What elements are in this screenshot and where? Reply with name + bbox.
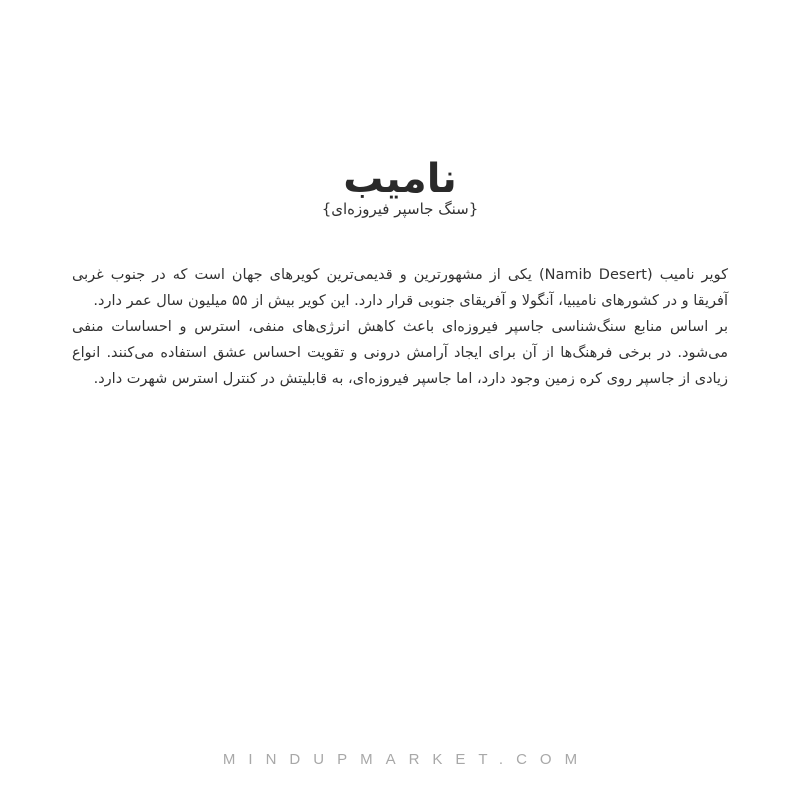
- paragraph-jasper-properties: بر اساس منابع سنگ‌شناسی جاسپر فیروزه‌ای باعث کاهش انرژی‌های منفی، استرس و احساسات منفی می‌شود. در برخی فرهنگ‌ها از آن برای ایجاد آرامش درونی و تقویت احساس عشق استفاده می‌کنند. انواع زیادی از جاسپر روی کره زمین وجود دارد، اما جاسپر فیروزه‌ای، به قابلیتش در کنترل استرس شهرت دارد.: [72, 319, 728, 387]
- footer-brand: MINDUPMARKET.COM: [222, 751, 591, 768]
- article-body: [72, 262, 728, 392]
- page-subtitle: {سنگ جاسپر فیروزه‌ای}: [321, 200, 479, 218]
- page-title: نامیب: [343, 155, 457, 202]
- paragraph-namib-desert: کویر نامیب (Namib Desert) یکی از مشهورترین و قدیمی‌ترین کویرهای جهان است که در جنوب غربی آفریقا و در کشورهای نامیبیا، آنگولا و آفریقای جنوبی قرار دارد. این کویر بیش از ۵۵ میلیون سال عمر دارد.: [72, 267, 728, 309]
